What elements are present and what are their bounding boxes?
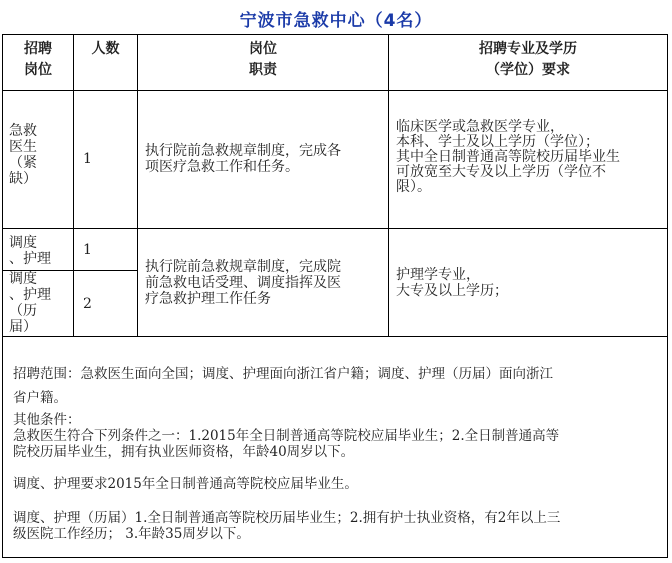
row1-post: 急救 医生 （紧 缺） (9, 123, 37, 187)
header-count: 人数 (91, 41, 120, 57)
header-duty: 岗位 职责 (249, 41, 277, 78)
other-conditions-label: 其他条件： (13, 412, 81, 428)
row-divider (3, 228, 667, 229)
scope-line-1: 招聘范围：急救医生面向全国；调度、护理面向浙江省户籍；调度、护理（历届）面向浙江 (13, 366, 553, 382)
header-post: 招聘 岗位 (24, 41, 52, 78)
doctor-conditions-line-1: 急救医生符合下列条件之一：1.2015年全日制普通高等院校应届毕业生；2.全日制普通高等 (13, 428, 560, 444)
merged-duty: 执行院前急救规章制度，完成院 前急救电话受理、调度指挥及医 疗急救护理工作任务 (145, 259, 341, 307)
doctor-conditions-line-2: 院校历届毕业生，拥有执业医师资格，年龄40周岁以下。 (13, 444, 355, 460)
past-graduates-line-1: 调度、护理（历届）1.全日制普通高等院校历届毕业生；2.拥有护士执业资格，有2年以上三 (13, 510, 561, 526)
row2-post: 调度 、护理 (9, 235, 51, 267)
scope-line-2: 省户籍。 (13, 390, 67, 406)
row3-post: 调度 、护理 （历 届） (9, 271, 51, 335)
row-divider (3, 336, 667, 337)
dispatch-conditions: 调度、护理要求2015年全日制普通高等院校应届毕业生。 (13, 476, 358, 492)
page-title: 宁波市急救中心（4名） (239, 11, 433, 31)
column-divider (73, 35, 74, 336)
row-divider (3, 90, 667, 91)
row1-count: 1 (83, 151, 92, 167)
past-graduates-line-2: 级医院工作经历； 3.年龄35周岁以下。 (13, 526, 250, 542)
row1-duty: 执行院前急救规章制度，完成各 项医疗急救工作和任务。 (145, 143, 341, 175)
row2-count: 1 (83, 242, 92, 258)
merged-requirements: 护理学专业， 大专及以上学历； (396, 267, 508, 299)
row1-requirements: 临床医学或急救医学专业， 本科、学士及以上学历（学位）； 其中全日制普通高等院校历届毕业生 可放宽至大专及以上学历（学位不 限）。 (396, 119, 620, 195)
row3-count: 2 (83, 296, 92, 312)
recruitment-table (2, 34, 668, 558)
header-requirements: 招聘专业及学历 （学位）要求 (479, 41, 577, 78)
